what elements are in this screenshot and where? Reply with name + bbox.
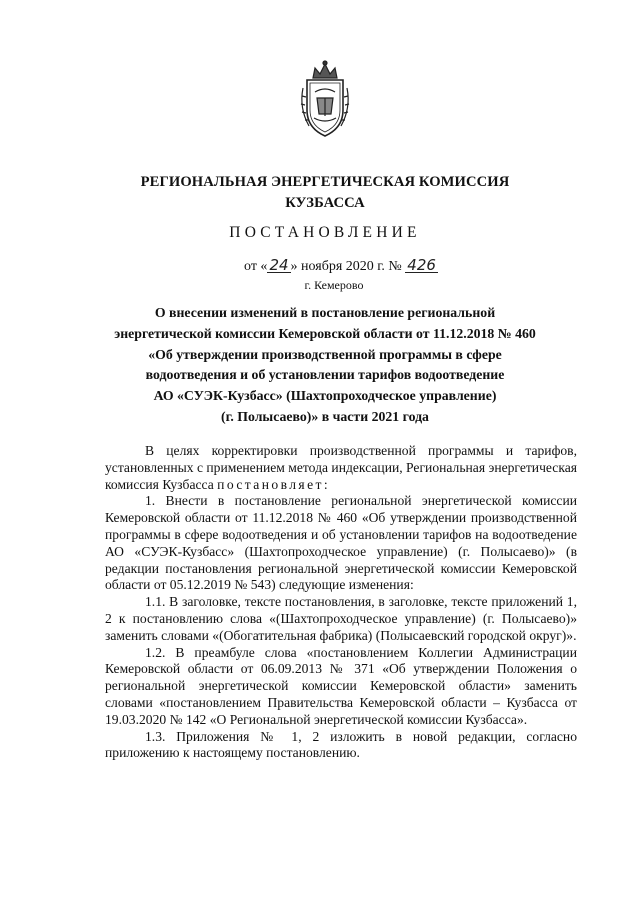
date-prefix: от « [244, 259, 268, 274]
document-body [105, 443, 577, 762]
decree-word: постановляет: [217, 476, 331, 492]
subject-line-3: «Об утверждении производственной программы в сфере [148, 346, 502, 362]
coat-of-arms-emblem [295, 58, 355, 140]
document-number: 426 [407, 256, 436, 274]
document-subject [100, 303, 550, 428]
org-line-2: КУЗБАССА [285, 195, 365, 211]
intro-text: В целях корректировки производственной программы и тарифов, установленных с применением метода индексации, Региональная энергетическая комиссия Кузбасса [105, 443, 577, 492]
org-line-1: РЕГИОНАЛЬНАЯ ЭНЕРГЕТИЧЕСКАЯ КОМИССИЯ [140, 174, 510, 190]
city: г. Кемерово [304, 278, 364, 292]
date-month-year: » ноября 2020 г. № [290, 259, 402, 274]
paragraph-1-2: 1.2. В преамбуле слова «постановлением Коллегии Администрации Кемеровской области от 06.09.2013 № 371 «Об утверждении Положения о региональной энергетической комиссии Кемеровской области» заменить словами «постановлением Правительства Кемеровской области – Кузбасса от 19.03.2020 № 142 «О Региональной энергетической комиссии Кузбасса». [105, 644, 577, 727]
paragraph-1: 1. Внести в постановление региональной энергетической комиссии Кемеровской области от 11.12.2018 № 460 «Об утверждении производственной программы в сфере водоотведения и об установлении тарифов на водоотведение АО «СУЭК-Кузбасс» (Шахтопроходческое управление) (г. Полысаево)» (в редакции постановления региональной энергетической комиссии Кемеровской области от 05.12.2019 № 543) следующие изменения: [105, 493, 577, 593]
date-line [244, 258, 438, 275]
subject-line-6: (г. Полысаево)» в части 2021 года [221, 408, 429, 424]
subject-line-4: водоотведения и об установлении тарифов водоотведение [145, 367, 505, 383]
date-day: 24 [269, 256, 289, 274]
intro-paragraph [105, 443, 577, 493]
subject-line-5: АО «СУЭК-Кузбасс» (Шахтопроходческое управление) [153, 388, 497, 404]
document-type: ПОСТАНОВЛЕНИЕ [229, 224, 421, 241]
subject-line-2: энергетической комиссии Кемеровской области от 11.12.2018 № 460 [114, 325, 536, 341]
subject-line-1: О внесении изменений в постановление региональной [154, 305, 496, 320]
paragraph-1-1: 1.1. В заголовке, тексте постановления, в заголовке, тексте приложений 1, 2 к постановлению слова «(Шахтопроходческое управление) (г. Полысаево)» заменить словами «(Обогатительная фабрика) (Полысаевский городской округ)». [105, 594, 577, 643]
paragraph-1-3: 1.3. Приложения № 1, 2 изложить в новой редакции, согласно приложению к настоящему постановлению. [105, 728, 577, 761]
organization-name [100, 172, 550, 214]
